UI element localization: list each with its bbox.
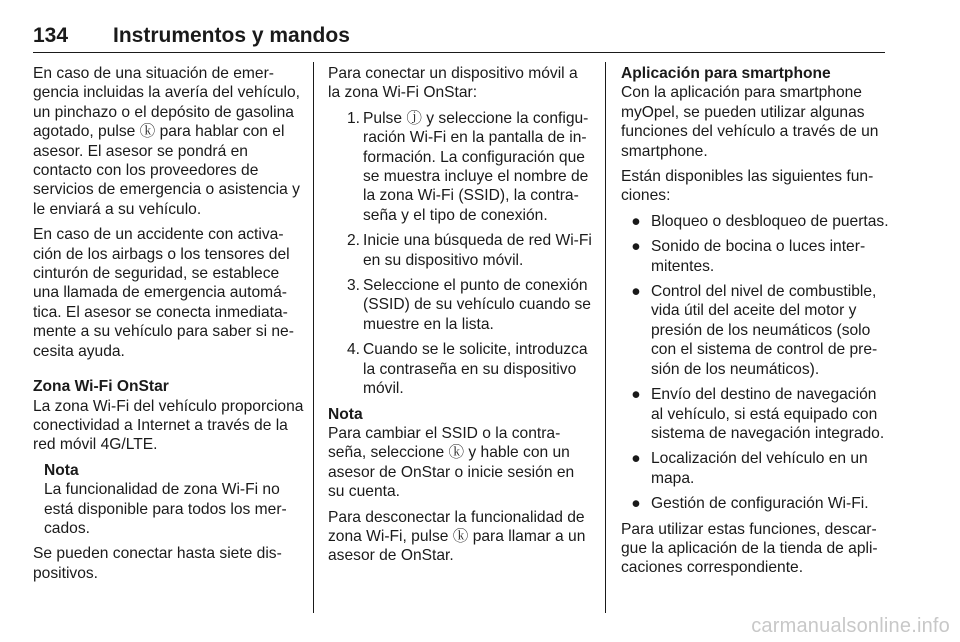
bullet-text: Control del nivel de combustible, vida útil del aceite del motor y presión de los neumáticos (solo con el sistema de control de presión de los neumáticos).: [651, 283, 878, 378]
list-item: [328, 231, 592, 270]
list-item: [328, 109, 592, 225]
list-item: [621, 237, 891, 276]
column-1: [33, 64, 305, 589]
paragraph-functions-intro: Están disponibles las siguientes funciones:: [621, 168, 874, 205]
list-item: [621, 494, 891, 513]
list-item: [328, 340, 592, 398]
list-item: [621, 282, 891, 379]
bullet-text: Gestión de configuración Wi-Fi.: [651, 495, 869, 513]
step-text: Seleccione el punto de conexión (SSID) de su vehículo cuando se muestre en la lista.: [363, 277, 591, 333]
section-title: Instrumentos y mandos: [113, 24, 350, 47]
column-3: [621, 64, 891, 584]
list-item: [621, 449, 891, 488]
bullet-text: Localización del vehículo en un mapa.: [651, 450, 868, 487]
heading-smartphone-app: Aplicación para smartphone: [621, 65, 831, 82]
step-number: 3.: [346, 277, 360, 295]
step-text: Inicie una búsqueda de red Wi-Fi en su dispositivo móvil.: [363, 232, 592, 269]
paragraph-app-intro: Con la aplicación para smartphone myOpel, se pueden utilizar algunas funciones del vehículo a través de un smartphone.: [621, 84, 879, 160]
note-text: Para cambiar el SSID o la contraseña, seleccione ⓚ y hable con un asesor de OnStar o inicie sesión en su cuenta.: [328, 424, 575, 501]
bullet-icon: ●: [631, 283, 641, 301]
paragraph-wifi-intro: La zona Wi-Fi del vehículo proporciona conectividad a Internet a través de la red móvil 4G/LTE.: [33, 397, 304, 454]
steps-list: [328, 109, 592, 399]
step-number: 1.: [346, 109, 360, 127]
bullet-icon: ●: [631, 238, 641, 256]
paragraph-connect-intro: Para conectar un dispositivo móvil a la zona Wi-Fi OnStar:: [328, 65, 578, 102]
bullet-icon: ●: [631, 495, 641, 513]
note-title: Nota: [328, 405, 363, 423]
list-item: [328, 276, 592, 334]
bullet-icon: ●: [631, 386, 641, 404]
paragraph-disconnect: Para desconectar la funcionalidad de zona Wi-Fi, pulse ⓚ para llamar a un asesor de OnStar.: [328, 508, 586, 565]
list-item: [621, 385, 891, 443]
column-2: [328, 64, 592, 572]
bullet-icon: ●: [631, 450, 641, 468]
step-text: Cuando se le solicite, introduzca la contraseña en su dispositivo móvil.: [363, 341, 588, 398]
watermark[interactable]: carmanualsonline.info: [751, 615, 950, 637]
step-number: 4.: [346, 341, 360, 359]
bullet-icon: ●: [631, 212, 641, 230]
bullet-text: Envío del destino de navegación al vehículo, si está equipado con sistema de navegación integrado.: [651, 386, 885, 442]
paragraph-download: Para utilizar estas funciones, descargue la aplicación de la tienda de aplicaciones correspondiente.: [621, 520, 878, 577]
note-title: Nota: [44, 461, 79, 479]
list-item: [621, 212, 891, 231]
note-box: [328, 405, 592, 502]
step-text: Pulse ⓙ y seleccione la configuración Wi-Fi en la pantalla de información. La configuración que se muestra incluye el nombre de la zona Wi-Fi (SSID), la contraseña y el tipo de conexión.: [363, 109, 589, 224]
heading-wifi-hotspot: Zona Wi-Fi OnStar: [33, 378, 169, 396]
note-text: La funcionalidad de zona Wi-Fi no está disponible para todos los mercados.: [44, 481, 287, 537]
column-divider-1: [313, 62, 314, 613]
paragraph-devices: Se pueden conectar hasta siete dispositivos.: [33, 545, 282, 582]
bullet-text: Sonido de bocina o luces intermitentes.: [651, 238, 866, 275]
page-number: 134: [33, 24, 69, 47]
note-box: [44, 461, 305, 539]
step-number: 2.: [346, 232, 360, 250]
page-header: [33, 20, 885, 53]
column-divider-2: [605, 62, 606, 613]
functions-list: [621, 212, 891, 514]
paragraph-accident: En caso de un accidente con activación de los airbags o los tensores del cinturón de seguridad, se establece una llamada de emergencia automática. El asesor se conecta inmediatamente a su vehículo para saber si necesita ayuda.: [33, 226, 294, 360]
paragraph-emergency: En caso de una situación de emergencia incluidas la avería del vehículo, un pinchazo o el depósito de gasolina agotado, pulse ⓚ para hablar con el asesor. El asesor se pondrá en contacto con los proveedores de servicios de emergencia o asistencia y le enviará a su vehículo.: [33, 65, 300, 218]
bullet-text: Bloqueo o desbloqueo de puertas.: [651, 212, 889, 230]
